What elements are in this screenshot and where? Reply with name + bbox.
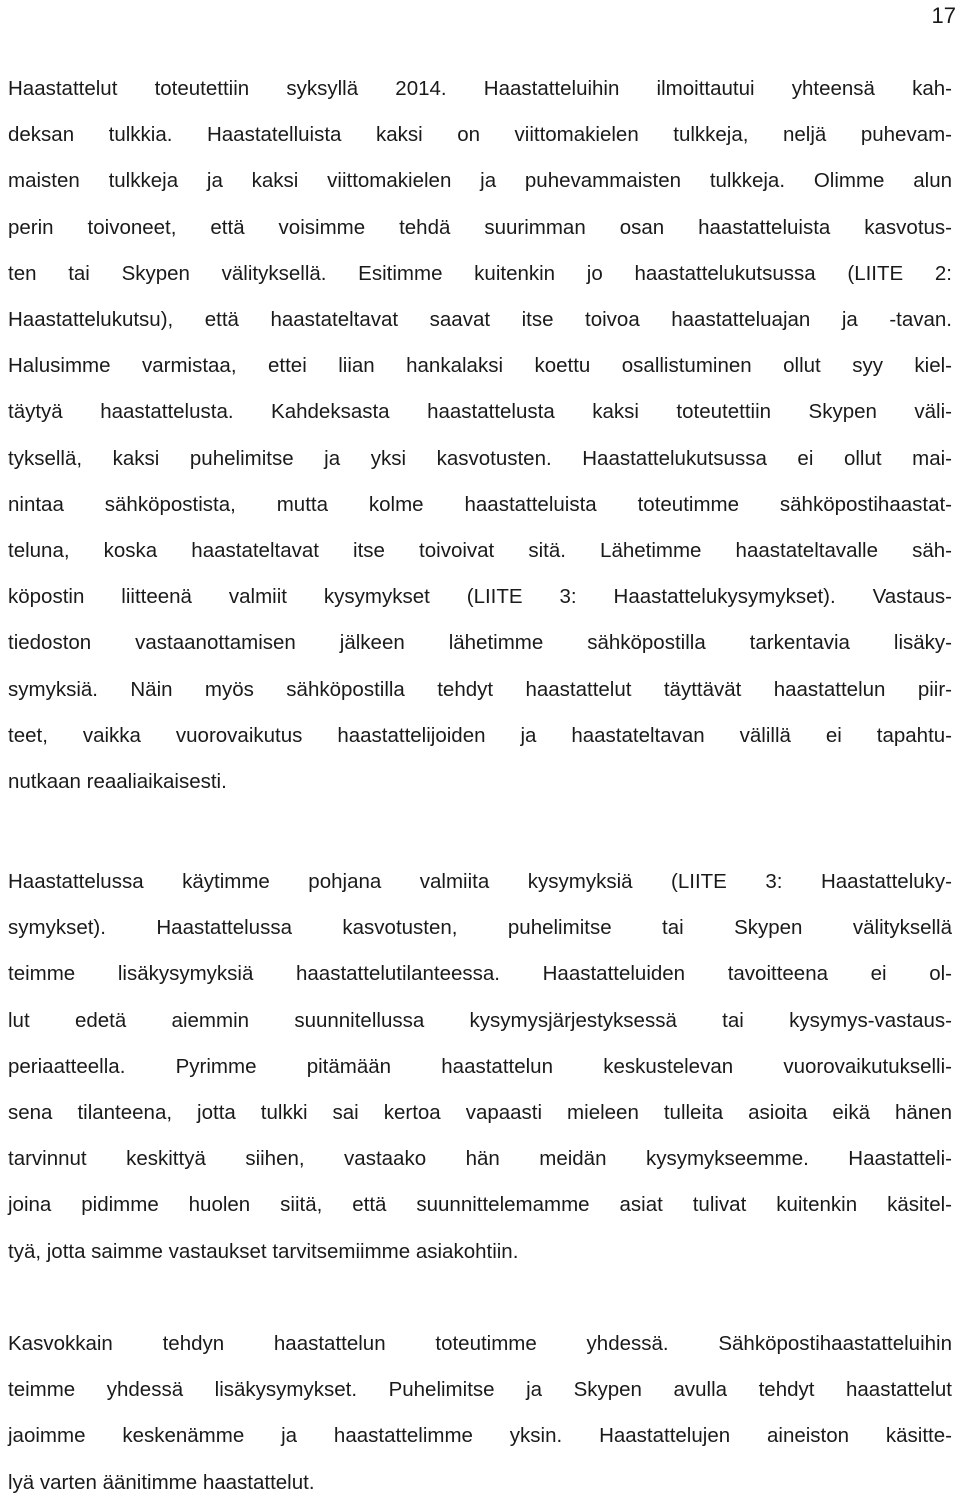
text-line: symykset). Haastattelussa kasvotusten, puhelimitse tai Skypen välityksellä — [8, 916, 952, 940]
text-line: periaatteella. Pyrimme pitämään haastattelun keskustelevan vuorovaikutukselli- — [8, 1054, 952, 1078]
text-line: tyksellä, kaksi puhelimitse ja yksi kasvotusten. Haastattelukutsussa ei ollut mai- — [8, 446, 952, 470]
text-line: nintaa sähköpostista, mutta kolme haastatteluista toteutimme sähköpostihaastat- — [8, 492, 952, 516]
text-line: tarvinnut keskittyä siihen, vastaako hän meidän kysymykseemme. Haastatteli- — [8, 1147, 952, 1171]
text-line: Halusimme varmistaa, ettei liian hankalaksi koettu osallistuminen ollut syy kiel- — [8, 354, 952, 378]
text-line: lut edetä aiemmin suunnitellussa kysymysjärjestyksessä tai kysymys-vastaus- — [8, 1008, 952, 1032]
text-line: perin toivoneet, että voisimme tehdä suurimman osan haastatteluista kasvotus- — [8, 215, 952, 239]
text-line: Haastattelussa käytimme pohjana valmiita kysymyksiä (LIITE 3: Haastatteluky- — [8, 870, 952, 893]
text-line: Haastattelukutsu), että haastateltavat saavat itse toivoa haastatteluajan ja -tavan. — [8, 308, 952, 332]
text-line: teimme lisäkysymyksiä haastattelutilanteessa. Haastatteluiden tavoitteena ei ol- — [8, 962, 952, 986]
text-line: joina pidimme huolen siitä, että suunnittelemamme asiat tulivat kuitenkin käsitel- — [8, 1193, 952, 1217]
body-paragraph-2 — [8, 859, 952, 1275]
text-line: Kasvokkain tehdyn haastattelun toteutimme yhdessä. Sähköpostihaastatteluihin — [8, 1332, 952, 1355]
page-number: 17 — [931, 3, 956, 28]
text-line: symyksiä. Näin myös sähköpostilla tehdyt haastattelut täyttävät haastattelun piir- — [8, 677, 952, 701]
text-line: köpostin liitteenä valmiit kysymykset (LIITE 3: Haastattelukysymykset). Vastaus- — [8, 585, 952, 609]
text-line: lyä varten äänitimme haastattelut. — [8, 1470, 315, 1494]
text-line: maisten tulkkeja ja kaksi viittomakielen ja puhevammaisten tulkkeja. Olimme alun — [8, 169, 952, 193]
text-line: jaoimme keskenämme ja haastattelimme yksin. Haastattelujen aineiston käsitte- — [8, 1424, 952, 1448]
text-line: teimme yhdessä lisäkysymykset. Puhelimitse ja Skypen avulla tehdyt haastattelut — [8, 1378, 952, 1402]
text-line: nutkaan reaaliaikaisesti. — [8, 770, 227, 794]
text-line: teet, vaikka vuorovaikutus haastattelijoiden ja haastateltavan välillä ei tapahtu- — [8, 723, 952, 747]
text-line: ten tai Skypen välityksellä. Esitimme kuitenkin jo haastattelukutsussa (LIITE 2: — [8, 261, 952, 285]
body-paragraph-3 — [8, 1321, 952, 1506]
text-line: sena tilanteena, jotta tulkki sai kertoa vapaasti mieleen tulleita asioita eikä hänen — [8, 1101, 952, 1125]
text-line: teluna, koska haastateltavat itse toivoivat sitä. Lähetimme haastateltavalle säh- — [8, 539, 952, 563]
text-line: täytyä haastattelusta. Kahdeksasta haastattelusta kaksi toteutettiin Skypen väli- — [8, 400, 952, 424]
text-line: deksan tulkkia. Haastatelluista kaksi on viittomakielen tulkkeja, neljä puhevam- — [8, 123, 952, 147]
text-line: tiedoston vastaanottamisen jälkeen lähetimme sähköpostilla tarkentavia lisäky- — [8, 631, 952, 655]
text-line: Haastattelut toteutettiin syksyllä 2014. Haastatteluihin ilmoittautui yhteensä kah- — [8, 77, 952, 100]
text-line: tyä, jotta saimme vastaukset tarvitsemiimme asiakohtiin. — [8, 1239, 519, 1263]
body-paragraph-1 — [8, 66, 952, 805]
